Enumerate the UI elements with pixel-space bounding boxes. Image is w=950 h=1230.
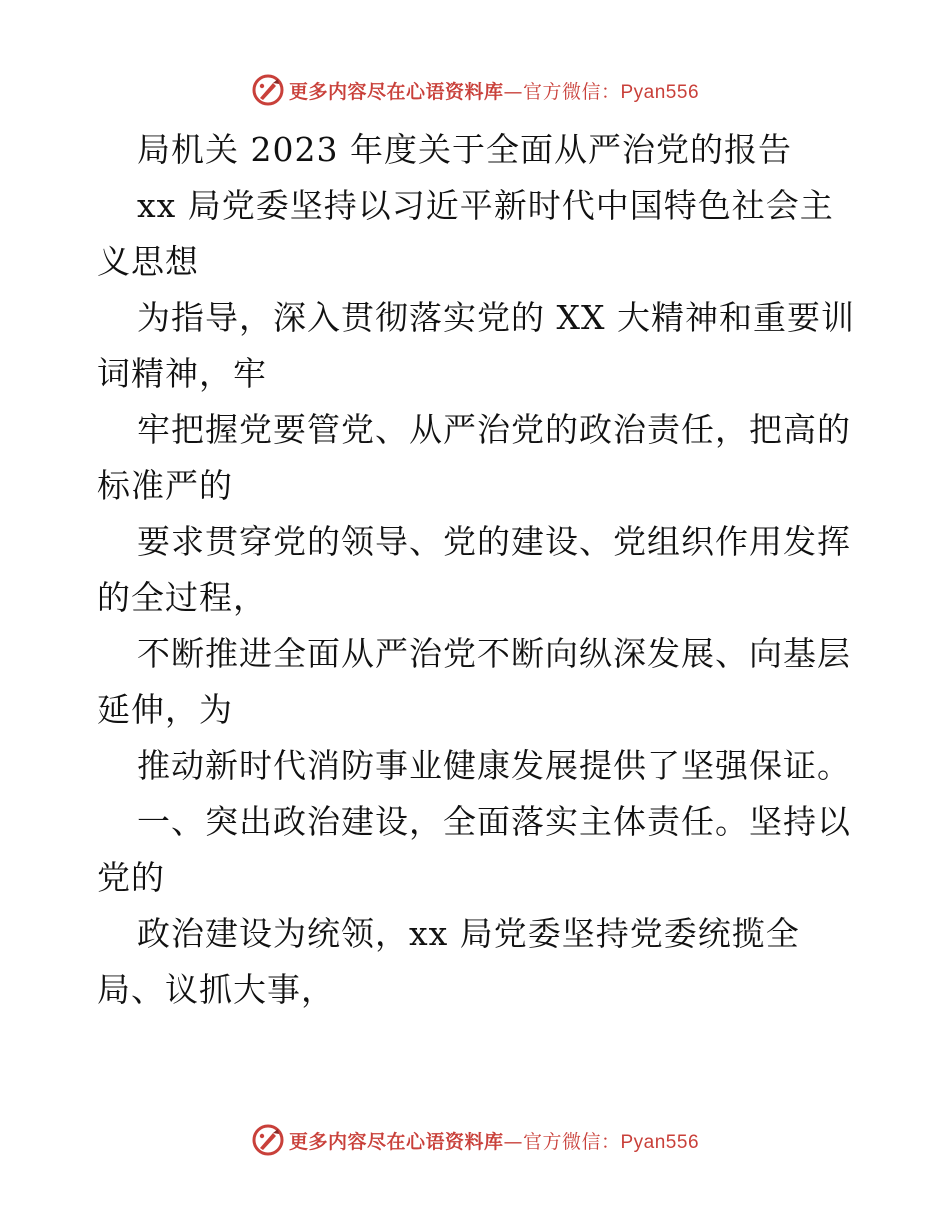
document-body [97, 122, 857, 1018]
watermark-official-label: 官方微信： [522, 1130, 621, 1153]
paragraph-line: 标准严的 [97, 466, 233, 505]
paragraph-line: 要求贯穿党的领导、党的建设、党组织作用发挥 [137, 522, 851, 561]
watermark-account: Pyan556 [620, 81, 700, 103]
paragraph-line: 的全过程， [97, 578, 267, 617]
paragraph-line: 局、议抓大事， [97, 970, 335, 1009]
quill-pen-logo-icon [251, 1123, 285, 1157]
paragraph-line: 推动新时代消防事业健康发展提供了坚强保证。 [137, 746, 851, 785]
paragraph-line: 牢把握党要管党、从严治党的政治责任，把高的 [137, 410, 851, 449]
watermark-account: Pyan556 [620, 1131, 700, 1153]
header-watermark [0, 70, 950, 110]
paragraph-line: 不断推进全面从严治党不断向纵深发展、向基层 [137, 634, 851, 673]
section-heading-line: 一、突出政治建设，全面落实主体责任。坚持以 [137, 802, 851, 841]
document-title: 局机关 2023 年度关于全面从严治党的报告 [137, 130, 792, 169]
paragraph-line: 政治建设为统领，xx 局党委坚持党委统揽全 [137, 914, 800, 953]
paragraph-line: xx 局党委坚持以习近平新时代中国特色社会主 [137, 186, 834, 225]
paragraph-line: 延伸，为 [97, 690, 233, 729]
paragraph-line: 义思想 [97, 242, 199, 281]
paragraph-line: 为指导，深入贯彻落实党的 XX 大精神和重要训 [137, 298, 855, 337]
watermark-brand: 更多内容尽在心语资料库 [288, 1130, 504, 1153]
watermark-dash: — [503, 80, 523, 103]
watermark-dash: — [503, 1130, 523, 1153]
paragraph-line: 词精神，牢 [97, 354, 267, 393]
quill-pen-logo-icon [251, 73, 285, 107]
footer-watermark [0, 1120, 950, 1160]
paragraph-line: 党的 [97, 858, 165, 897]
watermark-brand: 更多内容尽在心语资料库 [288, 80, 504, 103]
watermark-official-label: 官方微信： [522, 80, 621, 103]
